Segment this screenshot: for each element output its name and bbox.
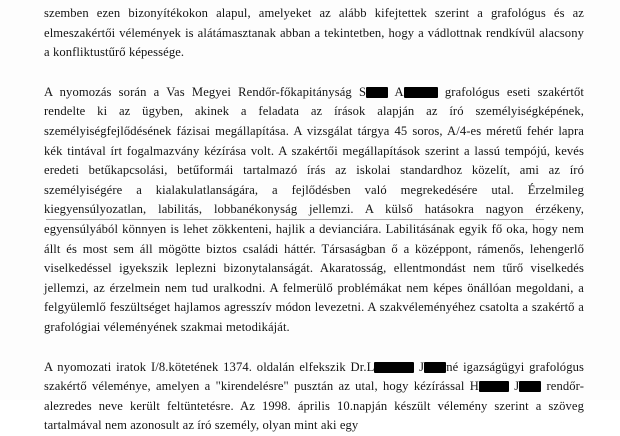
redaction-bar: [366, 87, 388, 98]
redaction-bar: [404, 87, 438, 98]
document-body: [44, 0, 584, 436]
redaction-bar: [374, 362, 414, 373]
redaction-bar: [479, 381, 509, 392]
paragraph-top-fragment: szemben ezen bizonyítékokon alapul, amelyeket az alább kifejtettek szerint a grafológus és az elmeszakértői vélemények is alátámasztanak abban a tekintetben, hogy a vádlottnak rendkívül alacsony a konfliktustűrő képessége.: [44, 6, 584, 60]
strikethrough-artifact: [46, 219, 544, 220]
paragraph-gap: [44, 63, 584, 83]
paragraph-gap: [44, 338, 584, 358]
redaction-bar: [519, 381, 541, 392]
redaction-bar: [424, 362, 446, 373]
paragraph-nyomozas: A nyomozás során a Vas Megyei Rendőr-főkapitányság S A grafológus eseti szakértőt rendelte ki az ügyben, akinek a feladata az írások alapján az író személyiségképének, személyiségfejlődésének fázisai megállapítása. A vizsgálat tárgya 45 soros, A/4-es méretű fehér lapra kék tintával írt fogalmazvány kézírása volt. A szakértői megállapítások szerint a lassú tempójú, kevés eredeti betűkapcsolási, betűformái tartalmazó írás az iskolai standardhoz közelít, ami az író személyiségére a kialakulatlanságára, a fejlődésben való megrekedésére utal. Érzelmileg kiegyensúlyozatlan, labilitás, lobbanékonyság jellemzi. A külső hatásokra nagyon érzékeny, egyensúlyából könnyen is lehet zökkenteni, hajlik a devianciára. Labilitásának egyik fő oka, hogy nem állt és most sem áll mögötte biztos családi háttér. Társaságban ő a középpont, rámenős, lehengerlő viselkedéssel igyekszik leplezni bizonytalanságát. Akaratosság, ellentmondást nem tűrő viselkedés jellemzi, az érzelmein nem tud uralkodni. A felmerülő problémákat nem képes önállóan megoldani, a felgyülemlő feszültséget hajlamos agresszív módon levezetni. A szakvéleményéhez csatolta a szakértő a grafológiai véleményének szakmai metodikáját.: [44, 84, 585, 334]
paragraph-nyomozati-iratok: A nyomozati iratok I/8.kötetének 1374. oldalán elfekszik Dr.L J né igazságügyi grafológus szakértő véleménye, amelyen a "kirendelésre" pusztán az utal, hogy kézírással H J rendőr-alezredes neve került feltüntetésre. Az 1998. április 10.napján készült vélemény szerint a szöveg tartalmával nem azonosult az író személy, olyan mint aki egy: [44, 359, 585, 433]
